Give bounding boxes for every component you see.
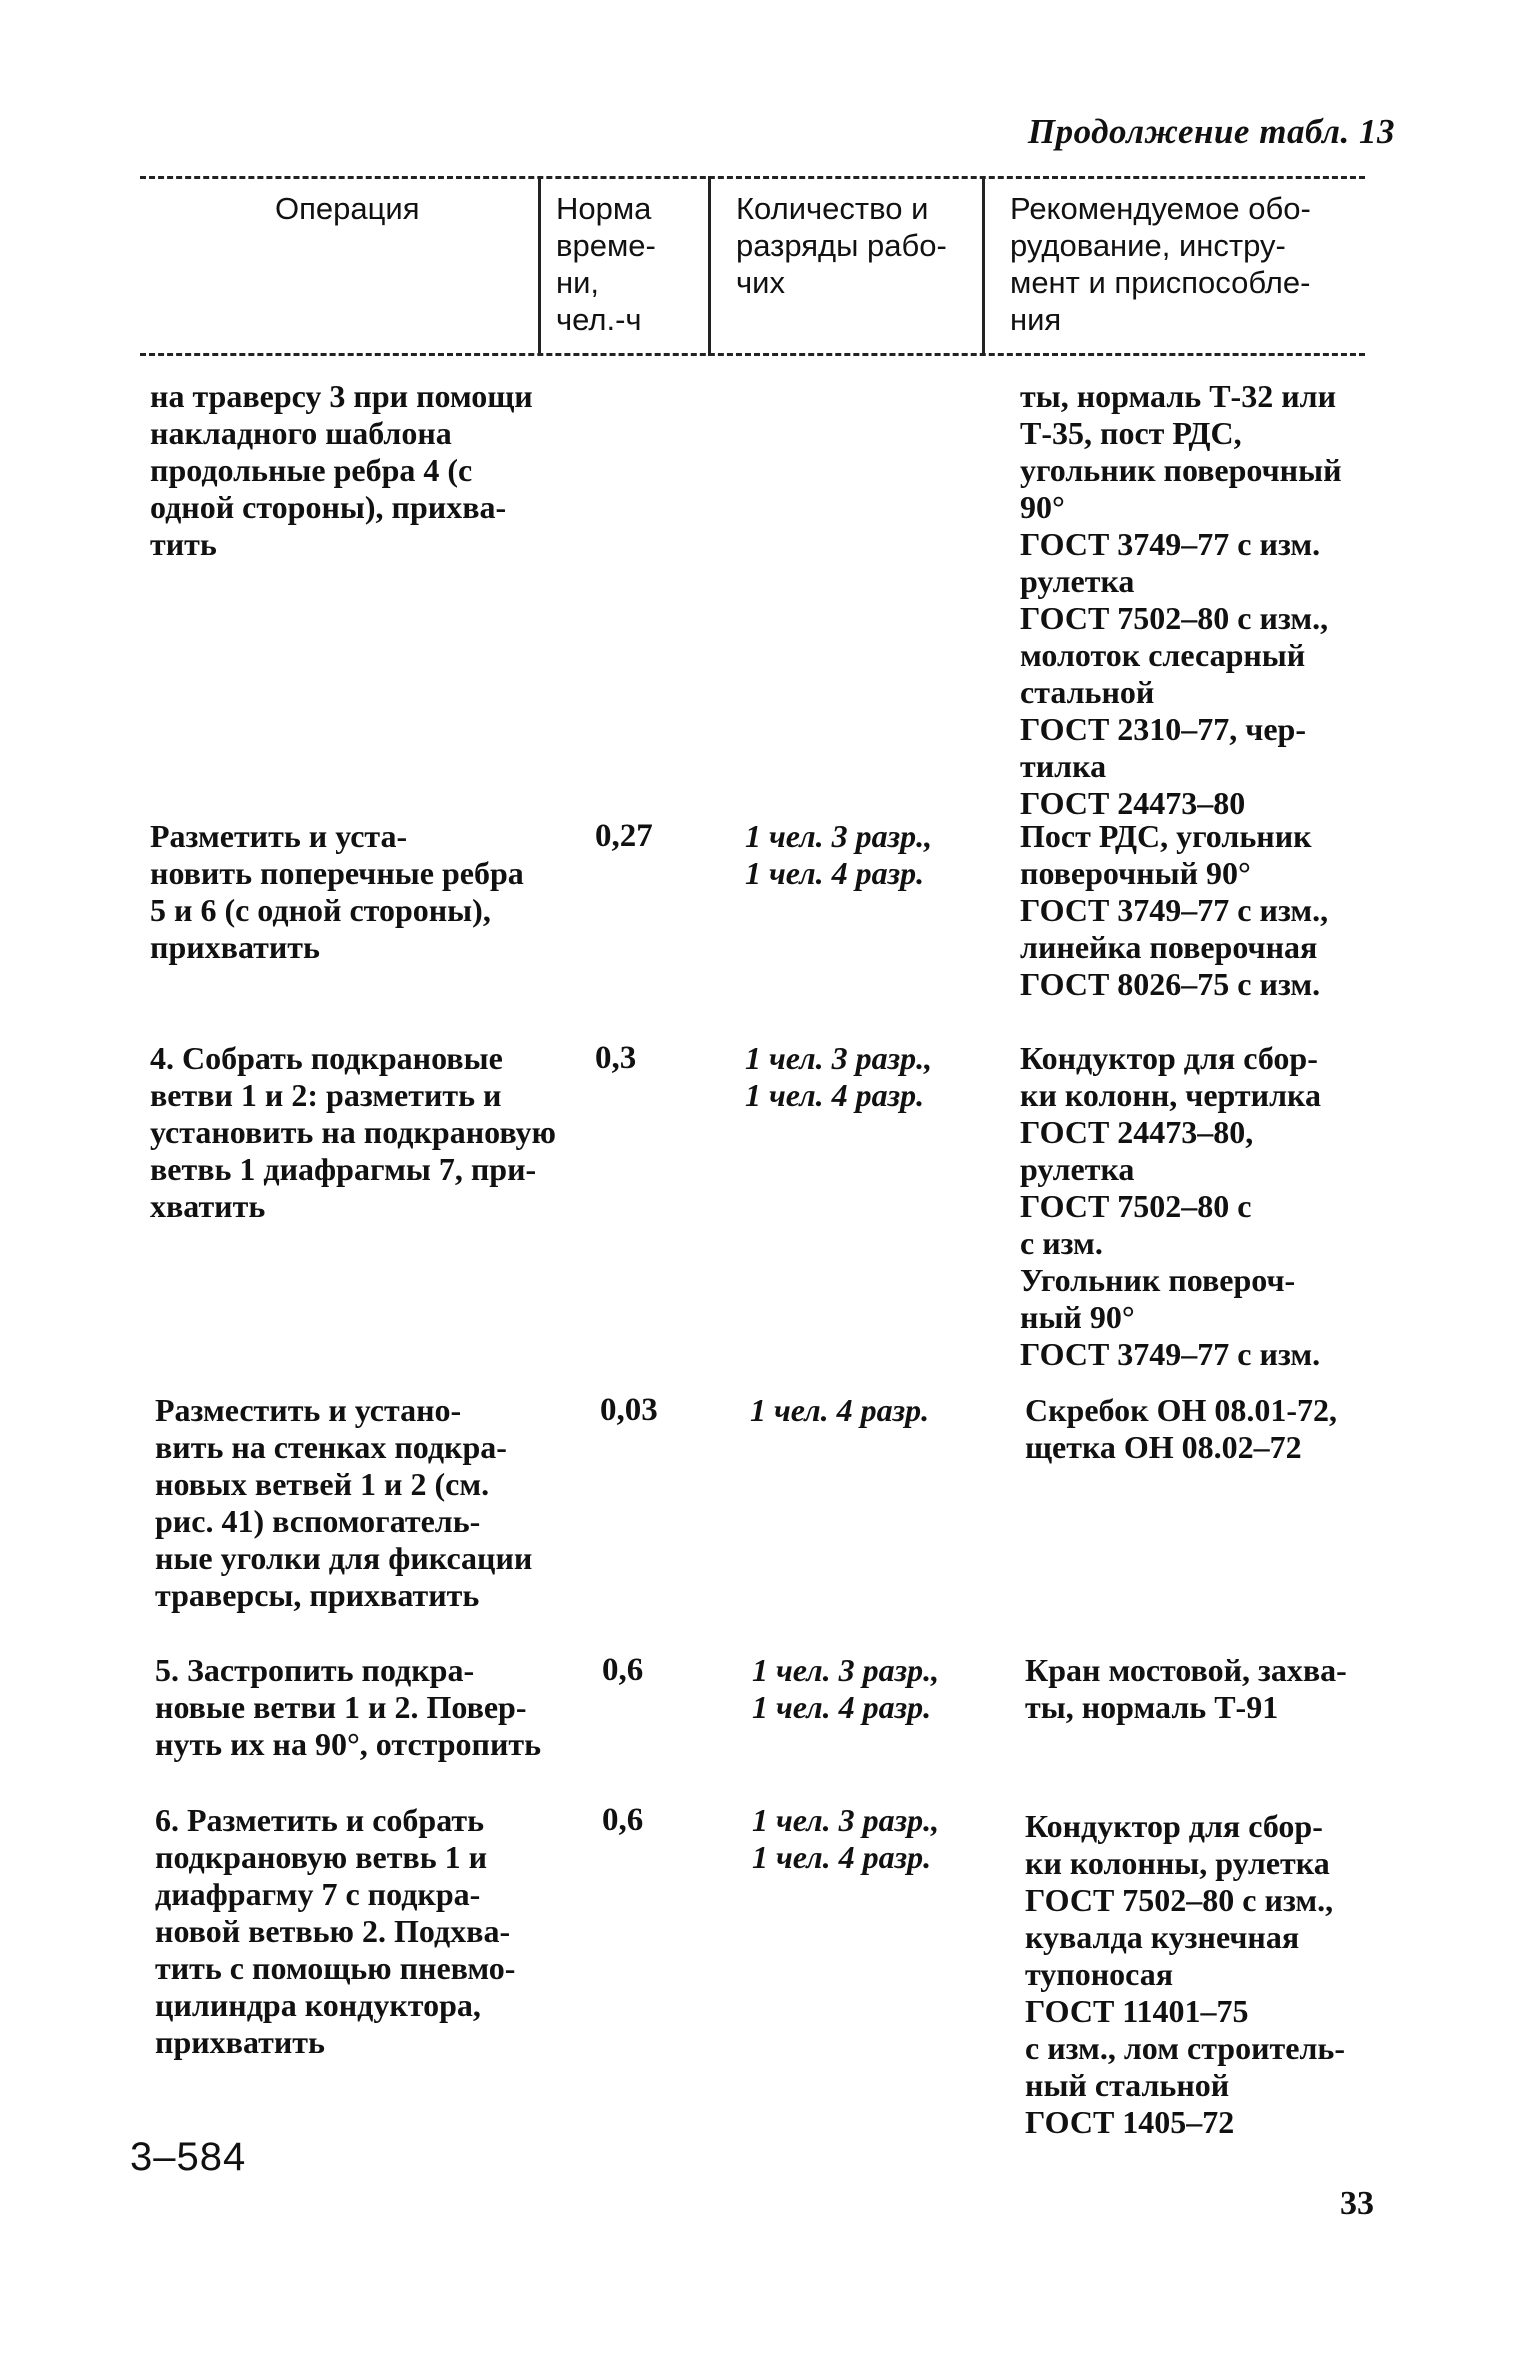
equipment-cell: Кран мостовой, захва- ты, нормаль Т-91 — [1025, 1652, 1347, 1725]
workers-cell: 1 чел. 3 разр., 1 чел. 4 разр. — [745, 1040, 933, 1113]
column-header-equipment: Рекомендуемое обо- рудование, инстру- мент и приспособле- ния — [1010, 191, 1311, 337]
table-caption: Продолжение табл. 13 — [1027, 112, 1395, 151]
column-divider — [982, 176, 985, 356]
sheet-code: 3–584 — [130, 2135, 247, 2179]
operation-cell: 5. Застропить подкра- новые ветви 1 и 2. Повер- нуть их на 90°, отстропить — [155, 1652, 542, 1762]
workers-cell: 1 чел. 3 разр., 1 чел. 4 разр. — [745, 818, 933, 891]
workers-cell: 1 чел. 4 разр. — [750, 1392, 930, 1428]
norm-cell: 0,6 — [602, 1802, 644, 1838]
operation-cell: 4. Собрать подкрановые ветви 1 и 2: разметить и установить на подкрановую ветвь 1 диафрагмы 7, при- хватить — [150, 1040, 556, 1224]
column-header-workers: Количество и разряды рабо- чих — [736, 191, 947, 300]
equipment-cell: Кондуктор для сбор- ки колонн, чертилка ГОСТ 24473–80, рулетка ГОСТ 7502–80 с с изм. Угольник повероч- ный 90° ГОСТ 3749–77 с изм. — [1020, 1040, 1321, 1372]
column-header-operation: Операция — [275, 191, 420, 226]
workers-cell: 1 чел. 3 разр., 1 чел. 4 разр. — [752, 1802, 940, 1875]
column-divider — [708, 176, 711, 356]
workers-cell: 1 чел. 3 разр., 1 чел. 4 разр. — [752, 1652, 940, 1725]
norm-cell: 0,27 — [595, 818, 653, 854]
header-bottom-rule — [140, 353, 1365, 356]
norm-cell: 0,03 — [600, 1392, 658, 1428]
page-number: 33 — [1340, 2185, 1374, 2222]
equipment-cell: Пост РДС, угольник поверочный 90° ГОСТ 3749–77 с изм., линейка поверочная ГОСТ 8026–75 с изм. — [1020, 818, 1329, 1002]
operation-cell: 6. Разметить и собрать подкрановую ветвь 1 и диафрагму 7 с подкра- новой ветвью 2. Подхва- тить с помощью пневмо- цилиндра кондуктора, прихватить — [155, 1802, 516, 2060]
operation-cell: Разметить и уста- новить поперечные ребра 5 и 6 (с одной стороны), прихватить — [150, 818, 524, 965]
norm-cell: 0,6 — [602, 1652, 644, 1688]
operation-cell: на траверсу 3 при помощи накладного шаблона продольные ребра 4 (с одной стороны), прихва- тить — [150, 378, 533, 562]
equipment-cell: Кондуктор для сбор- ки колонны, рулетка ГОСТ 7502–80 с изм., кувалда кузнечная тупоносая ГОСТ 11401–75 с изм., лом строитель- ный стальной ГОСТ 1405–72 — [1025, 1808, 1345, 2140]
equipment-cell: Скребок ОН 08.01-72, щетка ОН 08.02–72 — [1025, 1392, 1337, 1465]
norm-cell: 0,3 — [595, 1040, 637, 1076]
header-top-rule — [140, 176, 1365, 179]
column-divider — [538, 176, 541, 356]
equipment-cell: ты, нормаль Т-32 или Т-35, пост РДС, угольник поверочный 90° ГОСТ 3749–77 с изм. рулетка ГОСТ 7502–80 с изм., молоток слесарный стальной ГОСТ 2310–77, чер- тилка ГОСТ 24473–80 — [1020, 378, 1342, 821]
column-header-norm: Норма време- ни, чел.-ч — [556, 191, 656, 337]
operation-cell: Разместить и устано- вить на стенках подкра- новых ветвей 1 и 2 (см. рис. 41) вспомогатель- ные уголки для фиксации траверсы, прихватить — [155, 1392, 533, 1613]
